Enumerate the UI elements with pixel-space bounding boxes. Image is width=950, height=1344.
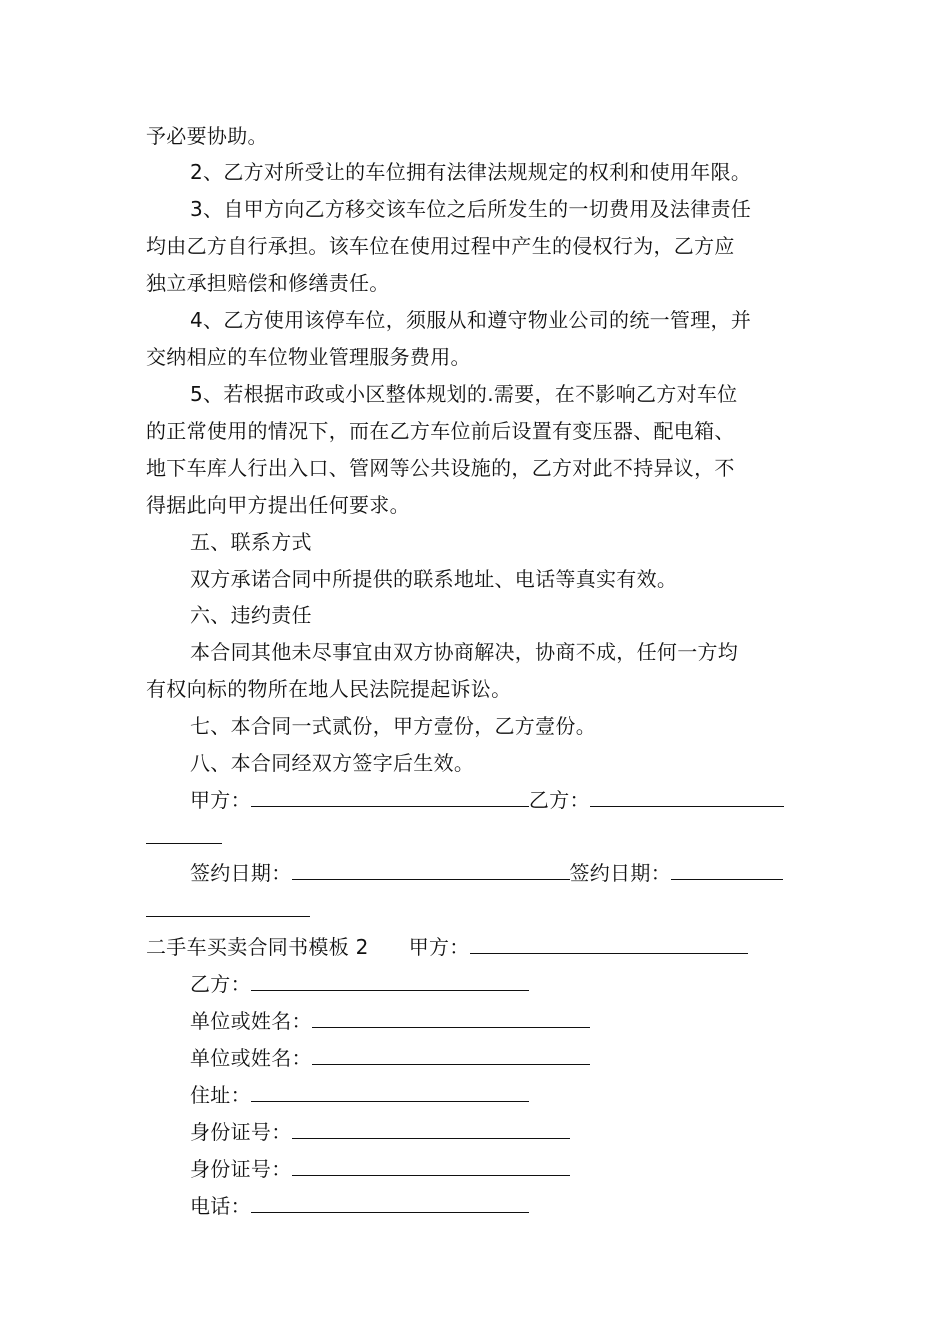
party-b-signature-blank-cont[interactable] — [146, 825, 222, 844]
date-a-blank[interactable] — [292, 861, 570, 880]
section-7: 七、本合同一式贰份，甲方壹份，乙方壹份。 — [190, 714, 596, 738]
clause-4-line-2: 交纳相应的车位物业管理服务费用。 — [146, 345, 471, 369]
t2-unit-name-blank-2[interactable] — [312, 1046, 590, 1065]
section-6-line-1: 本合同其他未尽事宜由双方协商解决，协商不成，任何一方均 — [190, 640, 739, 664]
clause-3-line-1: 3、自甲方向乙方移交该车位之后所发生的一切费用及法律责任 — [190, 197, 752, 221]
t2-id-label-1: 身份证号： — [190, 1120, 292, 1144]
clause-3-line-3: 独立承担赔偿和修缮责任。 — [146, 271, 390, 295]
date-label-b: 签约日期： — [569, 861, 671, 885]
party-a-label: 甲方： — [190, 788, 251, 812]
t2-unit-name-label-1: 单位或姓名： — [190, 1009, 312, 1033]
t2-address-blank[interactable] — [251, 1083, 529, 1102]
t2-party-b-blank[interactable] — [251, 972, 529, 991]
template-2-header — [146, 935, 748, 959]
t2-unit-name-blank-1[interactable] — [312, 1009, 590, 1028]
date-label-a: 签约日期： — [190, 861, 292, 885]
t2-phone-row — [190, 1194, 529, 1218]
party-b-signature-blank[interactable] — [590, 788, 784, 807]
clause-5-line-3: 地下车库人行出入口、管网等公共设施的，乙方对此不持异议，不 — [146, 456, 735, 480]
party-a-signature-blank[interactable] — [251, 788, 529, 807]
section-5-title: 五、联系方式 — [190, 530, 312, 554]
t2-unit-name-row-1 — [190, 1009, 590, 1033]
clause-5-line-1: 5、若根据市政或小区整体规划的.需要，在不影响乙方对车位 — [190, 382, 738, 406]
signature-row-wrap — [146, 825, 222, 849]
section-6-line-2: 有权向标的物所在地人民法院提起诉讼。 — [146, 677, 512, 701]
date-row — [190, 861, 783, 885]
t2-party-b-row — [190, 972, 529, 996]
paragraph-line: 予必要协助。 — [146, 124, 268, 148]
t2-party-b-label: 乙方： — [190, 972, 251, 996]
t2-phone-blank[interactable] — [251, 1194, 529, 1213]
t2-id-row-1 — [190, 1120, 570, 1144]
clause-3-line-2: 均由乙方自行承担。该车位在使用过程中产生的侵权行为，乙方应 — [146, 234, 735, 258]
t2-unit-name-row-2 — [190, 1046, 590, 1070]
t2-id-blank-1[interactable] — [292, 1120, 570, 1139]
t2-id-row-2 — [190, 1157, 570, 1181]
template-2-title: 二手车买卖合同书模板 2 — [146, 935, 369, 959]
clause-5-line-2: 的正常使用的情况下，而在乙方车位前后设置有变压器、配电箱、 — [146, 419, 735, 443]
date-row-wrap — [146, 898, 310, 922]
t2-party-a-blank[interactable] — [470, 935, 748, 954]
clause-5-line-4: 得据此向甲方提出任何要求。 — [146, 493, 410, 517]
t2-party-a-label: 甲方： — [408, 935, 470, 959]
clause-4-line-1: 4、乙方使用该停车位，须服从和遵守物业公司的统一管理，并 — [190, 308, 752, 332]
clause-2: 2、乙方对所受让的车位拥有法律法规规定的权利和使用年限。 — [190, 160, 752, 184]
t2-phone-label: 电话： — [190, 1194, 251, 1218]
section-8: 八、本合同经双方签字后生效。 — [190, 751, 475, 775]
t2-unit-name-label-2: 单位或姓名： — [190, 1046, 312, 1070]
date-b-blank[interactable] — [671, 861, 783, 880]
section-6-title: 六、违约责任 — [190, 603, 312, 627]
signature-row — [190, 788, 784, 812]
party-b-label: 乙方： — [528, 788, 590, 812]
t2-id-label-2: 身份证号： — [190, 1157, 292, 1181]
t2-address-label: 住址： — [190, 1083, 251, 1107]
t2-address-row — [190, 1083, 529, 1107]
date-b-blank-cont[interactable] — [146, 898, 310, 917]
t2-id-blank-2[interactable] — [292, 1157, 570, 1176]
section-5-body: 双方承诺合同中所提供的联系地址、电话等真实有效。 — [190, 567, 678, 591]
